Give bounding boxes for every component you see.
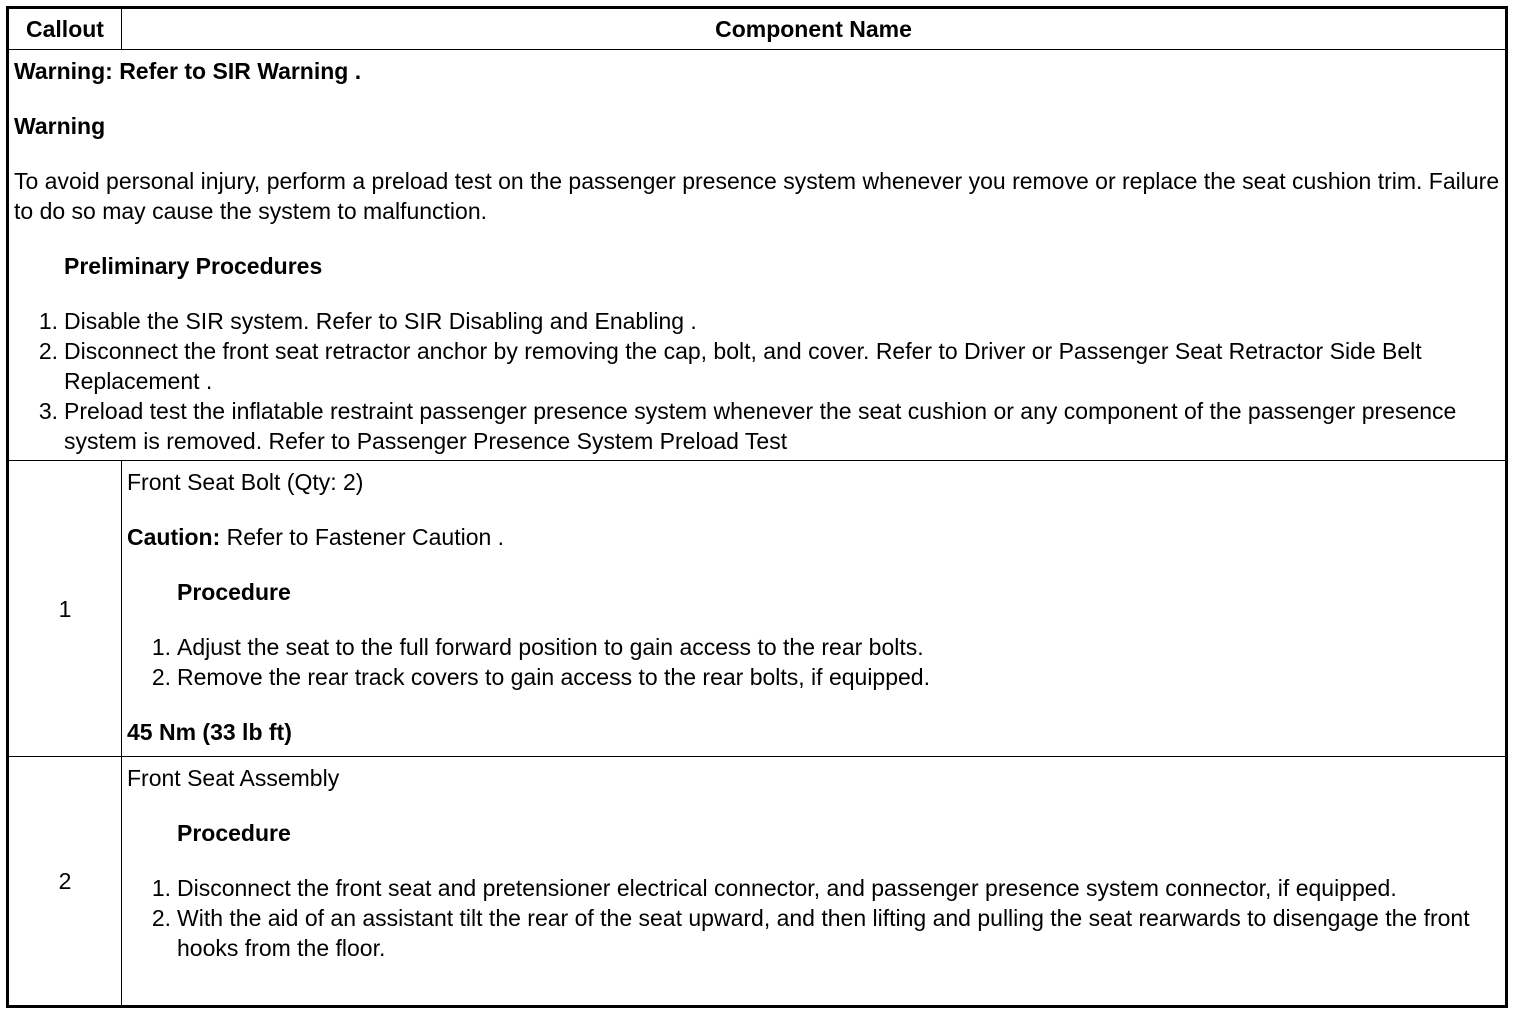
- step-number: 3.: [38, 398, 58, 424]
- list-item: [14, 306, 1501, 336]
- step-text: Remove the rear track covers to gain access to the rear bolts, if equipped.: [177, 664, 930, 690]
- step-text: With the aid of an assistant tilt the rear of the seat upward, and then lifting and pulling the seat rearwards to disengage the front hooks from the floor.: [177, 905, 1470, 961]
- procedure-steps-list: [127, 873, 1501, 963]
- step-number: 1.: [151, 875, 171, 901]
- callout-cell: 1: [8, 461, 122, 757]
- procedure-title: Procedure: [177, 820, 291, 846]
- callout-header: Callout: [8, 8, 122, 50]
- list-item: [127, 632, 1501, 662]
- procedure-title: Procedure: [177, 579, 291, 605]
- step-number: 1.: [38, 308, 58, 334]
- callout-cell: 2: [8, 757, 122, 1007]
- step-text: Disconnect the front seat retractor anchor by removing the cap, bolt, and cover. Refer to Driver or Passenger Seat Retractor Side Belt Replacement .: [64, 338, 1422, 394]
- component-cell: [122, 757, 1507, 1007]
- header-row: [8, 8, 1507, 50]
- caution-line: [127, 522, 1501, 552]
- component-cell: [122, 461, 1507, 757]
- caution-label: Caution:: [127, 524, 221, 550]
- procedure-steps-list: [127, 632, 1501, 692]
- list-item: [14, 396, 1501, 456]
- step-text: Disconnect the front seat and pretensioner electrical connector, and passenger presence system connector, if equipped.: [177, 875, 1397, 901]
- caution-link[interactable]: Refer to Fastener Caution .: [220, 524, 505, 550]
- procedure-table: [6, 6, 1508, 1008]
- step-text: Disable the SIR system. Refer to SIR Disabling and Enabling .: [64, 308, 697, 334]
- list-item: [127, 903, 1501, 963]
- step-text: Preload test the inflatable restraint passenger presence system whenever the seat cushion or any component of the passenger presence system is removed. Refer to Passenger Presence System Preload Test: [64, 398, 1457, 454]
- list-item: [14, 336, 1501, 396]
- component-name: Front Seat Assembly: [127, 765, 340, 791]
- step-number: 1.: [151, 634, 171, 660]
- warning-link[interactable]: Refer to SIR Warning .: [119, 58, 362, 84]
- warning-label: Warning:: [14, 58, 113, 84]
- table-row: [8, 757, 1507, 1007]
- preamble-row: [8, 50, 1507, 461]
- table-row: [8, 461, 1507, 757]
- component-name-header: Component Name: [122, 8, 1507, 50]
- step-number: 2.: [151, 905, 171, 931]
- list-item: [127, 873, 1501, 903]
- step-text: Adjust the seat to the full forward position to gain access to the rear bolts.: [177, 634, 924, 660]
- torque-spec: 45 Nm (33 lb ft): [127, 719, 292, 745]
- step-number: 2.: [38, 338, 58, 364]
- preamble-cell: [8, 50, 1507, 461]
- sir-warning-line: [14, 56, 1501, 86]
- list-item: [127, 662, 1501, 692]
- warning-title: Warning: [14, 113, 106, 139]
- warning-body: To avoid personal injury, perform a preload test on the passenger presence system whenever you remove or replace the seat cushion trim. Failure to do so may cause the system to malfunction.: [14, 168, 1500, 224]
- preliminary-procedures-title: Preliminary Procedures: [64, 253, 323, 279]
- preliminary-steps-list: [14, 306, 1501, 456]
- step-number: 2.: [151, 664, 171, 690]
- component-name: Front Seat Bolt (Qty: 2): [127, 469, 364, 495]
